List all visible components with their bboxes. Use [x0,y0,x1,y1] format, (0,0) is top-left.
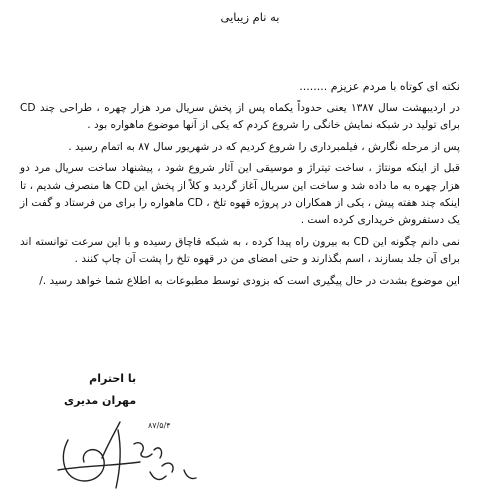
letter-salutation: نکته ای کوتاه با مردم عزیزم ........ [299,80,460,93]
letter-title: به نام زیبایی [220,10,280,24]
paragraph: قبل از اینکه مونتاژ ، ساخت تیتراژ و موسیقی این آثار شروع شود ، پیشنهاد ساخت سریال مرد دو هزار چهره به ما داده شد و ساخت این سریال آغاز گردید و کلاً از پخش این CD ها منصرف شدیم ، تا اینکه چند هفته پیش ، یکی از همکاران در پروژه قهوه تلخ ، CD ماهواره را برای من فرستاد و گفت از یک دستفروش خریداری کرده است . [20,162,460,227]
signature-date: ۸۷/۵/۴ [148,421,171,430]
paragraph: این موضوع بشدت در حال پیگیری است که بزودی توسط مطبوعات به اطلاع شما خواهد رسید ./ [39,274,460,287]
handwritten-signature [50,400,210,495]
paragraph: در اردیبهشت سال ۱۳۸۷ یعنی حدوداً یکماه پس از پخش سریال مرد هزار چهره ، طراحی چند CD برای تولید در شبکه نمایش خانگی را شروع کردم که یکی از آنها موضوع ماهواره بود . [20,102,460,132]
paragraph: پس از مرحله نگارش ، فیلمبرداری را شروع کردیم که در شهریور سال ۸۷ به اتمام رسید . [68,140,460,153]
signer-name: مهران مدیری [64,394,137,407]
paragraph: نمی دانم چگونه این CD به بیرون راه پیدا کرده ، به شبکه قاچاق رسیده و با این سرعت توانسته اند برای آن جلد بسازند ، اسم بگذارند و حتی امضای من در قهوه تلخ را پشت آن چاپ کنند . [20,235,460,266]
closing-phrase: با احترام [89,372,137,385]
signature-scribble [50,400,210,495]
letter-body [20,100,460,294]
